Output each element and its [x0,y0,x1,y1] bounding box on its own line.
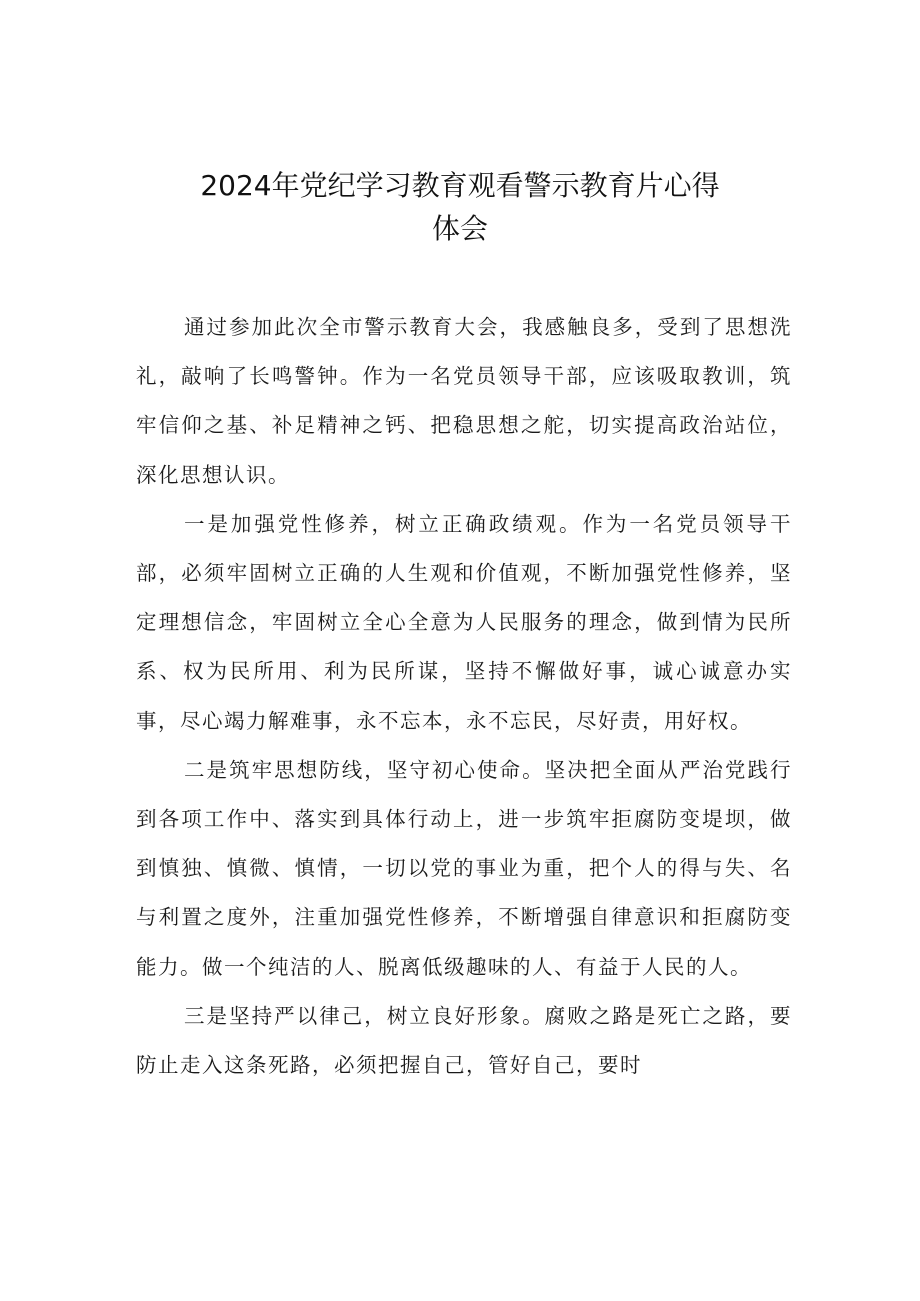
document-body [136,303,792,1090]
paragraph-point-2: 二是筑牢思想防线，坚守初心使命。坚决把全面从严治党践行到各项工作中、落实到具体行动上，进一步筑牢拒腐防变堤坝，做到慎独、慎微、慎情，一切以党的事业为重，把个人的得与失、名与利置之度外，注重加强党性修养，不断增强自律意识和拒腐防变能力。做一个纯洁的人、脱离低级趣味的人、有益于人民的人。 [136,757,792,979]
title-line-1: 2024年党纪学习教育观看警示教育片心得 [200,169,720,202]
paragraph-intro: 通过参加此次全市警示教育大会，我感触良多，受到了思想洗礼，敲响了长鸣警钟。作为一名党员领导干部，应该吸取教训，筑牢信仰之基、补足精神之钙、把稳思想之舵，切实提高政治站位，深化思想认识。 [136,315,792,487]
title-line-2: 体会 [431,212,488,245]
paragraph-point-1: 一是加强党性修养，树立正确政绩观。作为一名党员领导干部，必须牢固树立正确的人生观和价值观，不断加强党性修养，坚定理想信念，牢固树立全心全意为人民服务的理念，做到情为民所系、权为民所用、利为民所谋，坚持不懈做好事，诚心诚意办实事，尽心竭力解难事，永不忘本，永不忘民，尽好责，用好权。 [136,511,792,733]
document-title [120,164,800,250]
paragraph-point-3: 三是坚持严以律己，树立良好形象。腐败之路是死亡之路，要防止走入这条死路，必须把握自己，管好自己，要时 [136,1003,792,1078]
